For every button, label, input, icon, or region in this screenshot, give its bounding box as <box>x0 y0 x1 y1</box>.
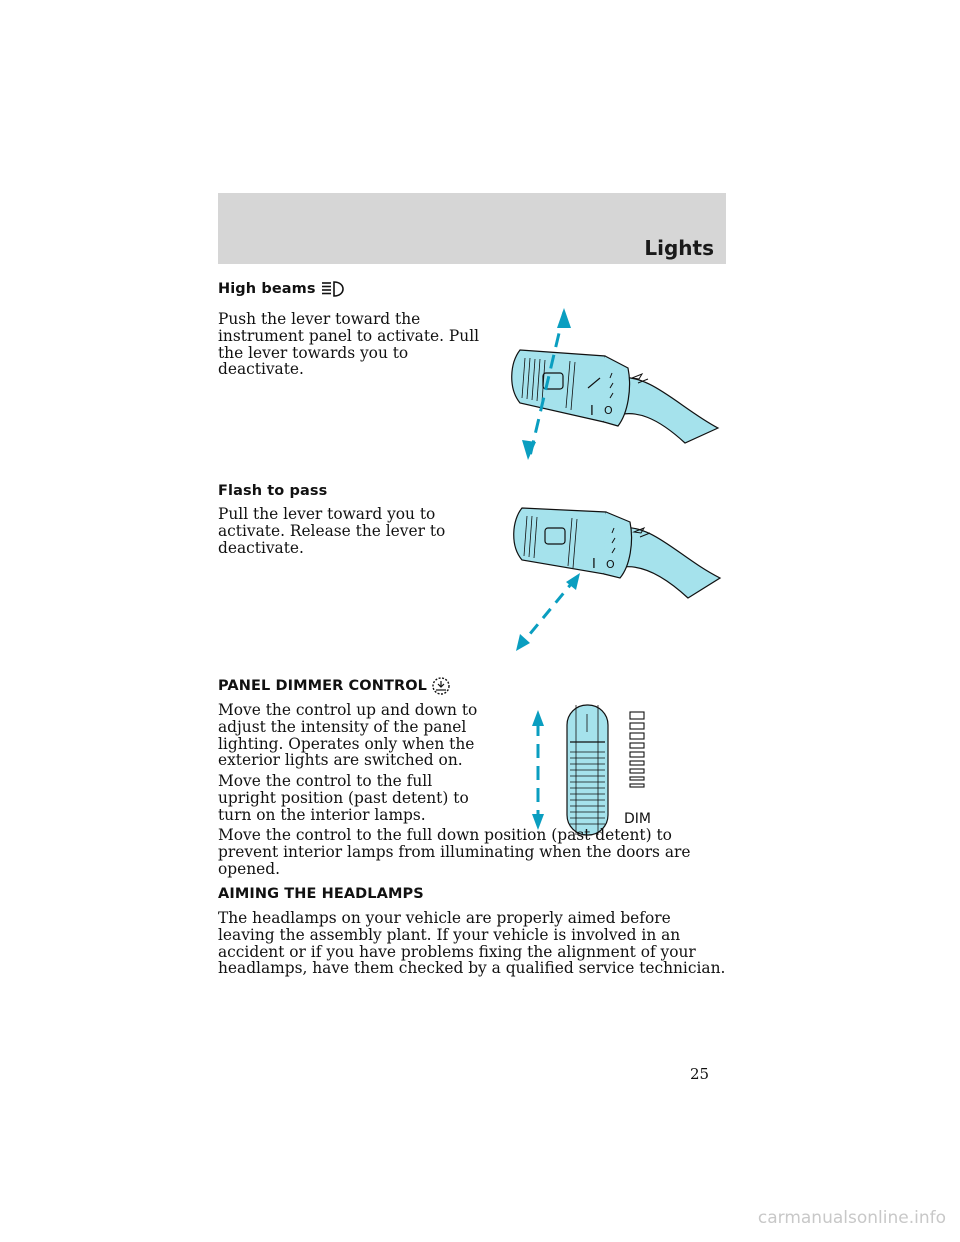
footer-watermark: carmanualsonline.info <box>757 1208 946 1228</box>
wiper-mark-label: I <box>590 404 594 419</box>
panel-dimmer-text-3: Move the control to the full down position (past detent) to prevent interior lamps from illuminating when the doors are opened. <box>218 826 691 878</box>
aiming-headlamps-text: The headlamps on your vehicle are properly aimed before leaving the assembly plant. If your vehicle is involved in an accident or if you have problems fixing the alignment of your headlamps, have them checked by a qualified service technician. <box>218 909 726 978</box>
high-beams-title: High beams <box>218 281 316 297</box>
section-title: Lights <box>644 236 714 260</box>
high-beam-lever-illustration <box>500 298 725 468</box>
page-number: 25 <box>690 1065 710 1083</box>
panel-dimmer-title: PANEL DIMMER CONTROL <box>218 678 427 694</box>
high-beams-text: Push the lever toward the instrument panel to activate. Pull the lever towards you to deactivate. <box>218 310 480 379</box>
flash-to-pass-heading <box>218 483 327 499</box>
panel-dimmer-heading <box>218 676 451 696</box>
flash-to-pass-title: Flash to pass <box>218 483 328 499</box>
flash-to-pass-lever-illustration <box>500 498 725 658</box>
panel-dimmer-illustration <box>520 702 660 837</box>
aiming-headlamps-title: AIMING THE HEADLAMPS <box>218 886 424 902</box>
wiper-mark-label: I <box>592 557 596 572</box>
panel-dimmer-icon <box>431 676 451 696</box>
panel-dimmer-text-2: Move the control to the full upright position (past detent) to turn on the interior lamps. <box>218 772 469 824</box>
off-mark-label: O <box>606 558 615 571</box>
section-header-band <box>218 193 726 264</box>
high-beams-heading <box>218 280 348 298</box>
aiming-headlamps-heading <box>218 886 424 902</box>
high-beam-icon <box>320 280 348 298</box>
off-mark-label: O <box>604 404 613 417</box>
panel-dimmer-text-1: Move the control up and down to adjust the intensity of the panel lighting. Operates only when the exterior lights are switched on. <box>218 701 478 770</box>
flash-to-pass-text: Pull the lever toward you to activate. Release the lever to deactivate. <box>218 505 446 557</box>
dim-label: DIM <box>624 811 651 827</box>
